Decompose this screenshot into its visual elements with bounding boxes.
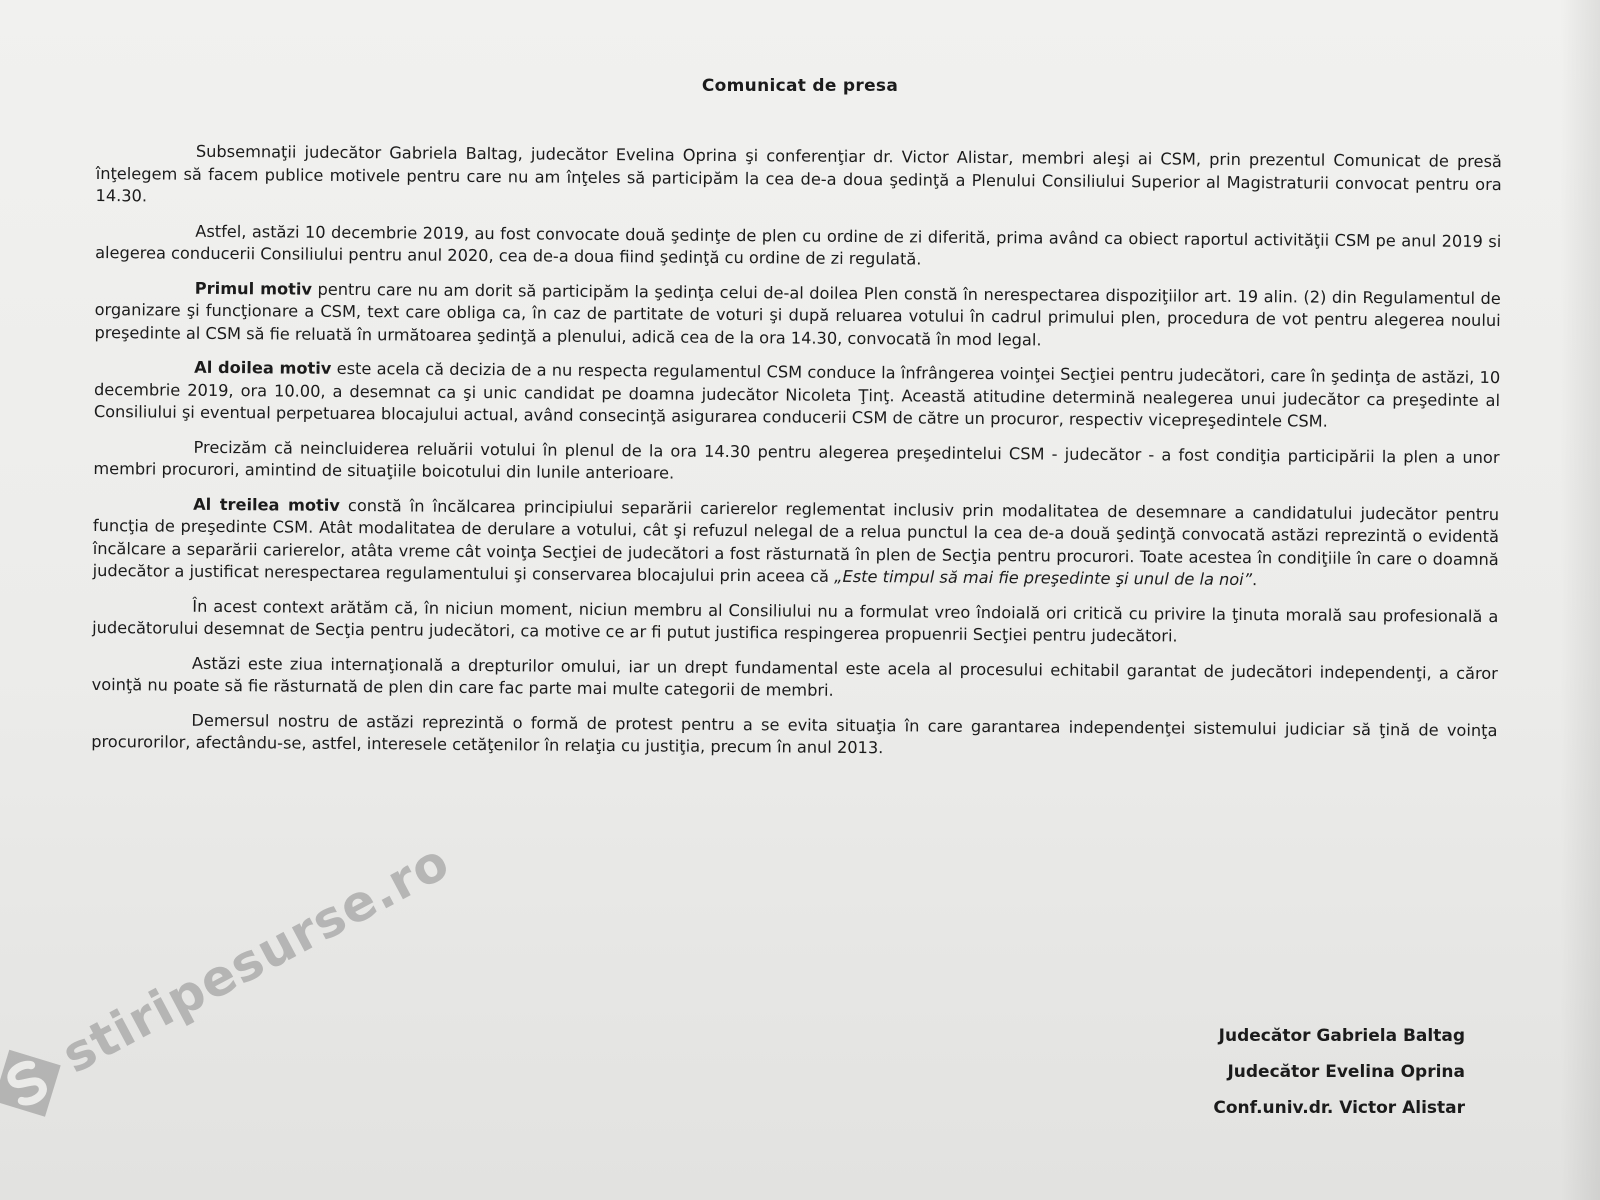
paragraph-clarification: Precizăm că neincluiderea reluării votului în plenul de la ora 14.30 pentru alegerea preşedintelui CSM - judecător - a fost condiţia participării la plen a unor membri procurori, amintind de situaţiile boicotului din lunile anterioare. <box>93 437 1500 483</box>
paragraph-second-reason: Al doilea motiv este acela că decizia de a nu respecta regulamentul CSM conduce la înfrângerea voinţei Secţiei pentru judecători, care în şedinţa de astăzi, 10 decembrie 2019, ora 10.00, a desemnat ca şi unic candidat pe doamna judecător Nicoleta Ţinţ. Această atitudine determină nealegerea unui judecător ca preşedinte al Consiliului şi eventual perpetuarea blocajului actual, având consecinţă asigurarea conducerii CSM de către un procuror, respectiv vicepreşedintele CSM. <box>93 357 1501 431</box>
paragraph-first-reason: Primul motiv pentru care nu am dorit să participăm la şedinţa celui de-al doilea Plen constă în nerespectarea dispoziţiilor art. 19 alin. (2) din Regulamentul de organizare şi funcţionare a CSM, text care obliga ca, în caz de partitate de voturi şi după reluarea votului în cadrul primului plen, procedura de vot pentru alegerea noului preşedinte al CSM să fie reluată în următoarea şedinţă a plenului, adică cea de la ora 14.30, convocată în mod legal. <box>94 278 1501 349</box>
paragraph-human-rights: Astăzi este ziua internaţională a drepturilor omului, iar un drept fundamental este acela al procesului echitabil garantat de judecători independenţi, a căror voinţă nu poate să fie răsturnată de plen din care fac parte mai multe categorii de membri. <box>91 653 1498 700</box>
signature-line: Judecător Gabriela Baltag <box>1218 1026 1465 1046</box>
signature-line: Judecător Evelina Oprina <box>1227 1062 1465 1082</box>
paragraph-third-reason: Al treilea motiv constă în încălcarea principiului separării carierelor reglementat inclusiv prin modalitatea de desemnare a candidatului judecător pentru funcţia de preşedinte CSM. Atât modalitatea de derulare a votului, cât şi refuzul nelegal de a relua punctul la cea de-a două şedinţă convocată astăzi reprezintă o evidentă încălcare a separării carierelor, atâta vreme cât voinţa Secţiei de judecători a fost răsturnată în plen de Secţia pentru procurori. Toate acestea în condiţiile în care o doamnă judecător a justificat nerespectarea regulamentului şi conservarea blocajului prin aceea că „Este timpul să mai fie preşedinte şi unul de la noi”. <box>92 494 1500 590</box>
page-edge-shadow <box>1560 0 1600 1200</box>
watermark-text: stiripesurse.ro <box>52 831 459 1085</box>
document-title: Comunicat de presa <box>701 76 899 96</box>
signature-line: Conf.univ.dr. Victor Alistar <box>1213 1098 1465 1118</box>
first-reason-lead: Primul motiv <box>194 278 313 299</box>
paragraph-context: Astfel, astăzi 10 decembrie 2019, au fost convocate două şedinţe de plen cu ordine de zi diferită, prima având ca obiect raportul activităţii CSM pe anul 2019 si alegerea conducerii Consiliului pentru anul 2020, cea de-a doua fiind şedinţă cu ordine de zi regulată. <box>95 221 1502 269</box>
quote-text: „Este timpul să mai fie preşedinte şi unul de la noi” <box>834 566 1253 590</box>
paragraph-intro: Subsemnaţii judecător Gabriela Baltag, judecător Evelina Oprina şi conferenţiar dr. Victor Alistar, membri aleşi ai CSM, prin prezentul Comunicat de presă înţelegem să facem publice motivele pentru care nu am înţeles să participăm la cea de-a doua şedinţă a Plenului Consiliului Superior al Magistraturii convocat pentru ora 14.30. <box>95 141 1502 206</box>
second-reason-lead: Al doilea motiv <box>194 357 332 378</box>
paragraph-context-moral: În acest context arătăm că, în niciun moment, niciun membru al Consiliului nu a formulat vreo îndoială ori critică cu privire la ţinuta morală sau profesională a judecătorului desemnat de Secţia pentru judecători, ca motive ce ar fi putut justifica respingerea propuenrii Secţiei pentru judecători. <box>92 596 1499 646</box>
signature-block <box>1213 1018 1465 1126</box>
document-body <box>91 140 1502 777</box>
watermark <box>0 831 459 1155</box>
third-reason-lead: Al treilea motiv <box>193 494 340 515</box>
paragraph-protest: Demersul nostru de astăzi reprezintă o formă de protest pentru a se evita situaţia în care garantarea independenţei sistemului judiciar să ţină de voinţa procurorilor, afectându-se, astfel, interesele cetăţenilor în relaţia cu justiţia, precum în anul 2013. <box>91 710 1498 758</box>
